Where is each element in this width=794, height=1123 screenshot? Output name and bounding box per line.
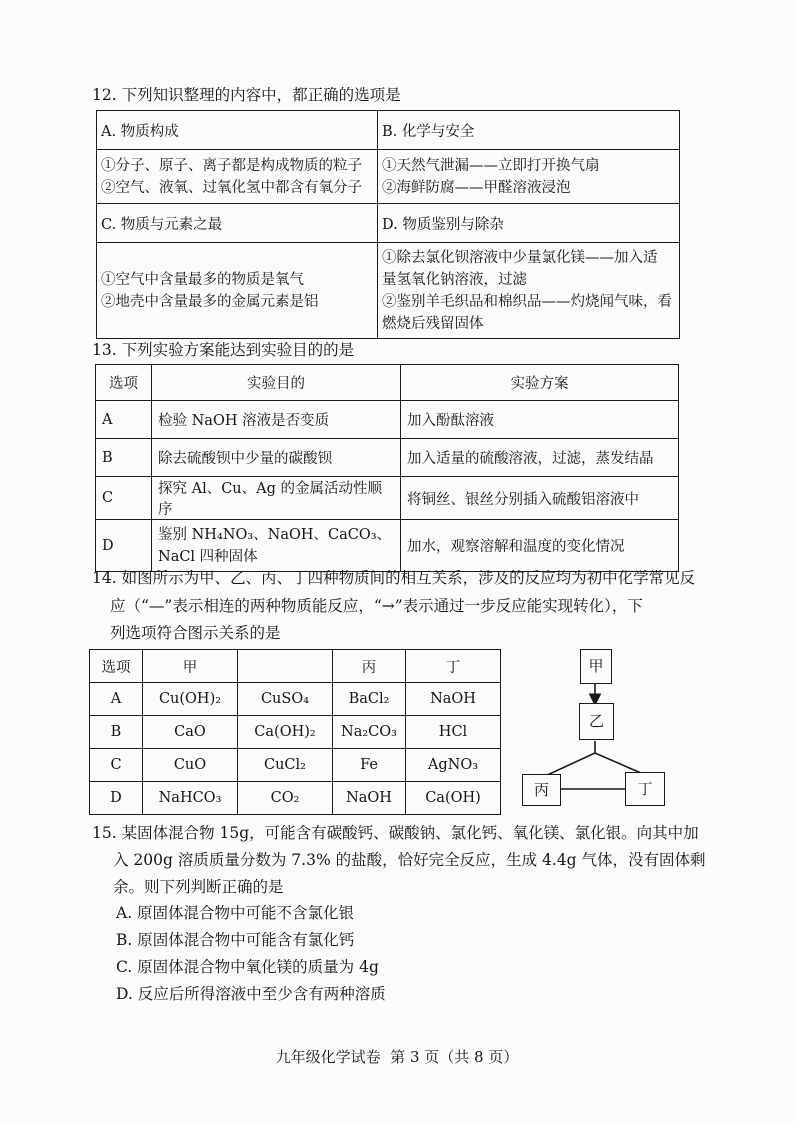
q14-header-jia: 甲	[143, 650, 238, 683]
q13-row-c-goal: 探究 Al、Cu、Ag 的金属活动性顺序	[152, 477, 401, 520]
q15-stem-line3: 余。则下列判断正确的是	[113, 878, 284, 896]
q14-row-a-jia: Cu(OH)₂	[143, 683, 238, 716]
q14-row-d-ding: Ca(OH)	[406, 782, 501, 815]
q12-d-content	[378, 243, 680, 339]
q14-header-option: 选项	[90, 650, 143, 683]
q12-d-line1: ①除去氯化钡溶液中少量氯化镁——加入适	[382, 249, 658, 266]
q12-c-title: C. 物质与元素之最	[97, 204, 378, 243]
q14-header-bing: 丙	[333, 650, 406, 683]
node-bing: 丙	[522, 774, 561, 806]
q12-d-title: D. 物质鉴别与除杂	[378, 204, 680, 243]
q12-a-line1: ①分子、原子、离子都是构成物质的粒子	[101, 157, 362, 174]
link-yi-ding	[595, 753, 641, 773]
q15-stem-line2: 入 200g 溶质质量分数为 7.3% 的盐酸，恰好完全反应，生成 4.4g 气体，没有固体剩	[113, 851, 706, 869]
q13-row-d-goal-line2: NaCl 四种固体	[158, 548, 258, 565]
q14-header-yi	[238, 650, 333, 683]
q13-row-d-option: D	[96, 520, 152, 572]
q12-b-line2: ②海鲜防腐——甲醛溶液浸泡	[382, 179, 571, 196]
q14-stem-line2: 应（“—”表示相连的两种物质能反应，“→”表示通过一步反应能实现转化），下	[110, 597, 643, 615]
q15-option-c: C. 原固体混合物中氧化镁的质量为 4g	[116, 958, 379, 976]
q12-d-line4: 燃烧后残留固体	[382, 315, 484, 332]
q14-header-ding: 丁	[406, 650, 501, 683]
q12-b-title: B. 化学与安全	[378, 111, 680, 150]
q15-option-b: B. 原固体混合物中可能含有氯化钙	[116, 931, 355, 949]
q12-b-content	[378, 150, 680, 204]
q13-row-a-goal: 检验 NaOH 溶液是否变质	[152, 401, 401, 439]
q14-table	[89, 649, 501, 815]
q14-row-d-yi: CO₂	[238, 782, 333, 815]
q12-a-title: A. 物质构成	[97, 111, 378, 150]
q13-row-b-goal: 除去硫酸钡中少量的碳酸钡	[152, 439, 401, 477]
q14-row-b-jia: CaO	[143, 716, 238, 749]
q14-row-c-yi: CuCl₂	[238, 749, 333, 782]
q12-a-line2: ②空气、液氧、过氧化氢中都含有氧分子	[101, 179, 362, 196]
q13-row-c-option: C	[96, 477, 152, 520]
q14-row-d-option: D	[90, 782, 143, 815]
q12-c-line1: ①空气中含量最多的物质是氧气	[101, 271, 304, 288]
q14-row-b-ding: HCl	[406, 716, 501, 749]
node-jia: 甲	[580, 649, 612, 684]
q12-d-line3: ②鉴别羊毛织品和棉织品——灼烧闻气味，看	[382, 293, 672, 310]
node-yi: 乙	[579, 703, 614, 740]
q14-row-a-yi: CuSO₄	[238, 683, 333, 716]
q14-stem-line3: 列选项符合图示关系的是	[110, 624, 281, 642]
q14-row-a-ding: NaOH	[406, 683, 501, 716]
q13-header-goal: 实验目的	[152, 365, 401, 401]
q14-row-c-jia: CuO	[143, 749, 238, 782]
q13-row-d-plan: 加水，观察溶解和温度的变化情况	[401, 520, 679, 572]
q12-c-line2: ②地壳中含量最多的金属元素是铝	[101, 293, 319, 310]
q13-row-a-option: A	[96, 401, 152, 439]
q14-row-d-bing: NaOH	[333, 782, 406, 815]
q15-stem-line1: 15. 某固体混合物 15g，可能含有碳酸钙、碳酸钠、氯化钙、氧化镁、氯化银。向其中加	[92, 824, 699, 842]
q12-table	[96, 110, 680, 339]
q13-row-d-goal-line1: 鉴别 NH₄NO₃、NaOH、CaCO₃、	[158, 526, 392, 543]
q12-c-content	[97, 243, 378, 339]
q13-stem: 13. 下列实验方案能达到实验目的的是	[92, 341, 355, 359]
q12-d-line2: 量氢氧化钠溶液，过滤	[382, 271, 527, 288]
q12-stem: 12. 下列知识整理的内容中，都正确的选项是	[92, 86, 401, 104]
q12-a-content	[97, 150, 378, 204]
q13-header-option: 选项	[96, 365, 152, 401]
q13-row-c-plan: 将铜丝、银丝分别插入硫酸铝溶液中	[401, 477, 679, 520]
node-ding: 丁	[625, 772, 665, 806]
q13-row-d-goal	[152, 520, 401, 572]
q14-row-c-ding: AgNO₃	[406, 749, 501, 782]
q13-row-b-plan: 加入适量的硫酸溶液，过滤，蒸发结晶	[401, 439, 679, 477]
page-footer: 九年级化学试卷 第 3 页（共 8 页）	[275, 1048, 519, 1066]
q13-row-b-option: B	[96, 439, 152, 477]
q13-header-plan: 实验方案	[401, 365, 679, 401]
q15-option-a: A. 原固体混合物中可能不含氯化银	[116, 904, 355, 922]
q14-row-c-bing: Fe	[333, 749, 406, 782]
q13-table	[95, 364, 679, 572]
q14-row-b-yi: Ca(OH)₂	[238, 716, 333, 749]
q14-row-c-option: C	[90, 749, 143, 782]
q14-stem-line1: 14. 如图所示为甲、乙、丙、丁四种物质间的相互关系，涉及的反应均为初中化学常见反	[92, 569, 696, 587]
q13-row-a-plan: 加入酚酞溶液	[401, 401, 679, 439]
q14-row-b-option: B	[90, 716, 143, 749]
q14-row-a-option: A	[90, 683, 143, 716]
q14-row-b-bing: Na₂CO₃	[333, 716, 406, 749]
q15-option-d: D. 反应后所得溶液中至少含有两种溶质	[116, 985, 386, 1003]
q14-row-a-bing: BaCl₂	[333, 683, 406, 716]
q12-b-line1: ①天然气泄漏——立即打开换气扇	[382, 157, 600, 174]
q14-row-d-jia: NaHCO₃	[143, 782, 238, 815]
